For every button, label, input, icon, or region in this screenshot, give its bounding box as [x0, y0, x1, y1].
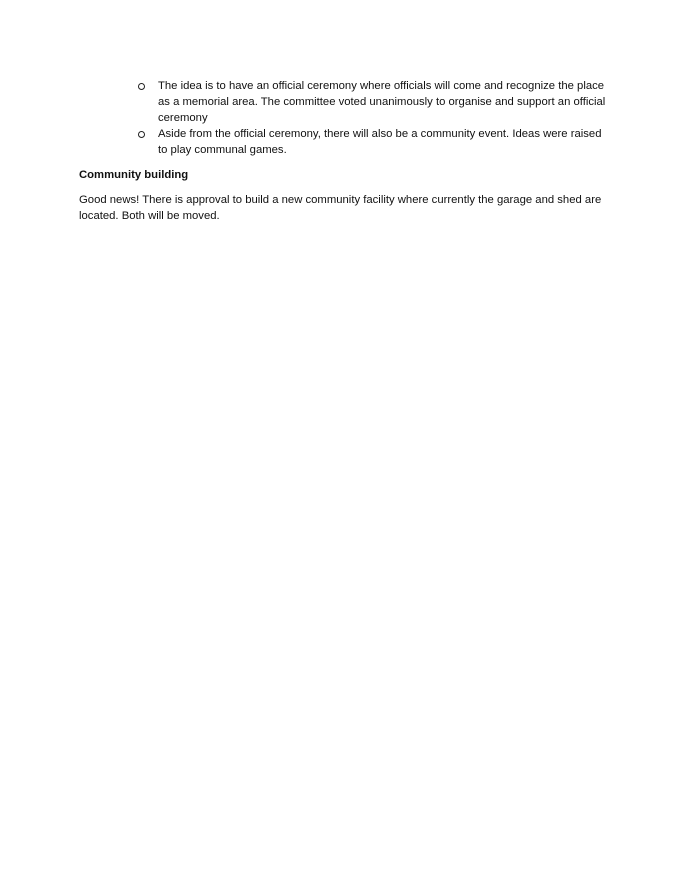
list-item [137, 126, 607, 158]
list-item-text: The idea is to have an official ceremony where officials will come and recognize the place as a memorial area. The committee voted unanimously to organise and support an official ceremony [158, 80, 606, 124]
section-heading: Community building [79, 169, 189, 181]
hollow-circle-bullet-icon [137, 126, 158, 144]
list-item-text: Aside from the official ceremony, there will also be a community event. Ideas were raised to play communal games. [158, 128, 602, 156]
section-paragraph: Good news! There is approval to build a new community facility where currently the garage and shed are located. Both will be moved. [79, 194, 602, 222]
hollow-circle-bullet-icon [137, 78, 158, 96]
list-item [137, 78, 607, 126]
sub-bullet-list [137, 78, 607, 158]
